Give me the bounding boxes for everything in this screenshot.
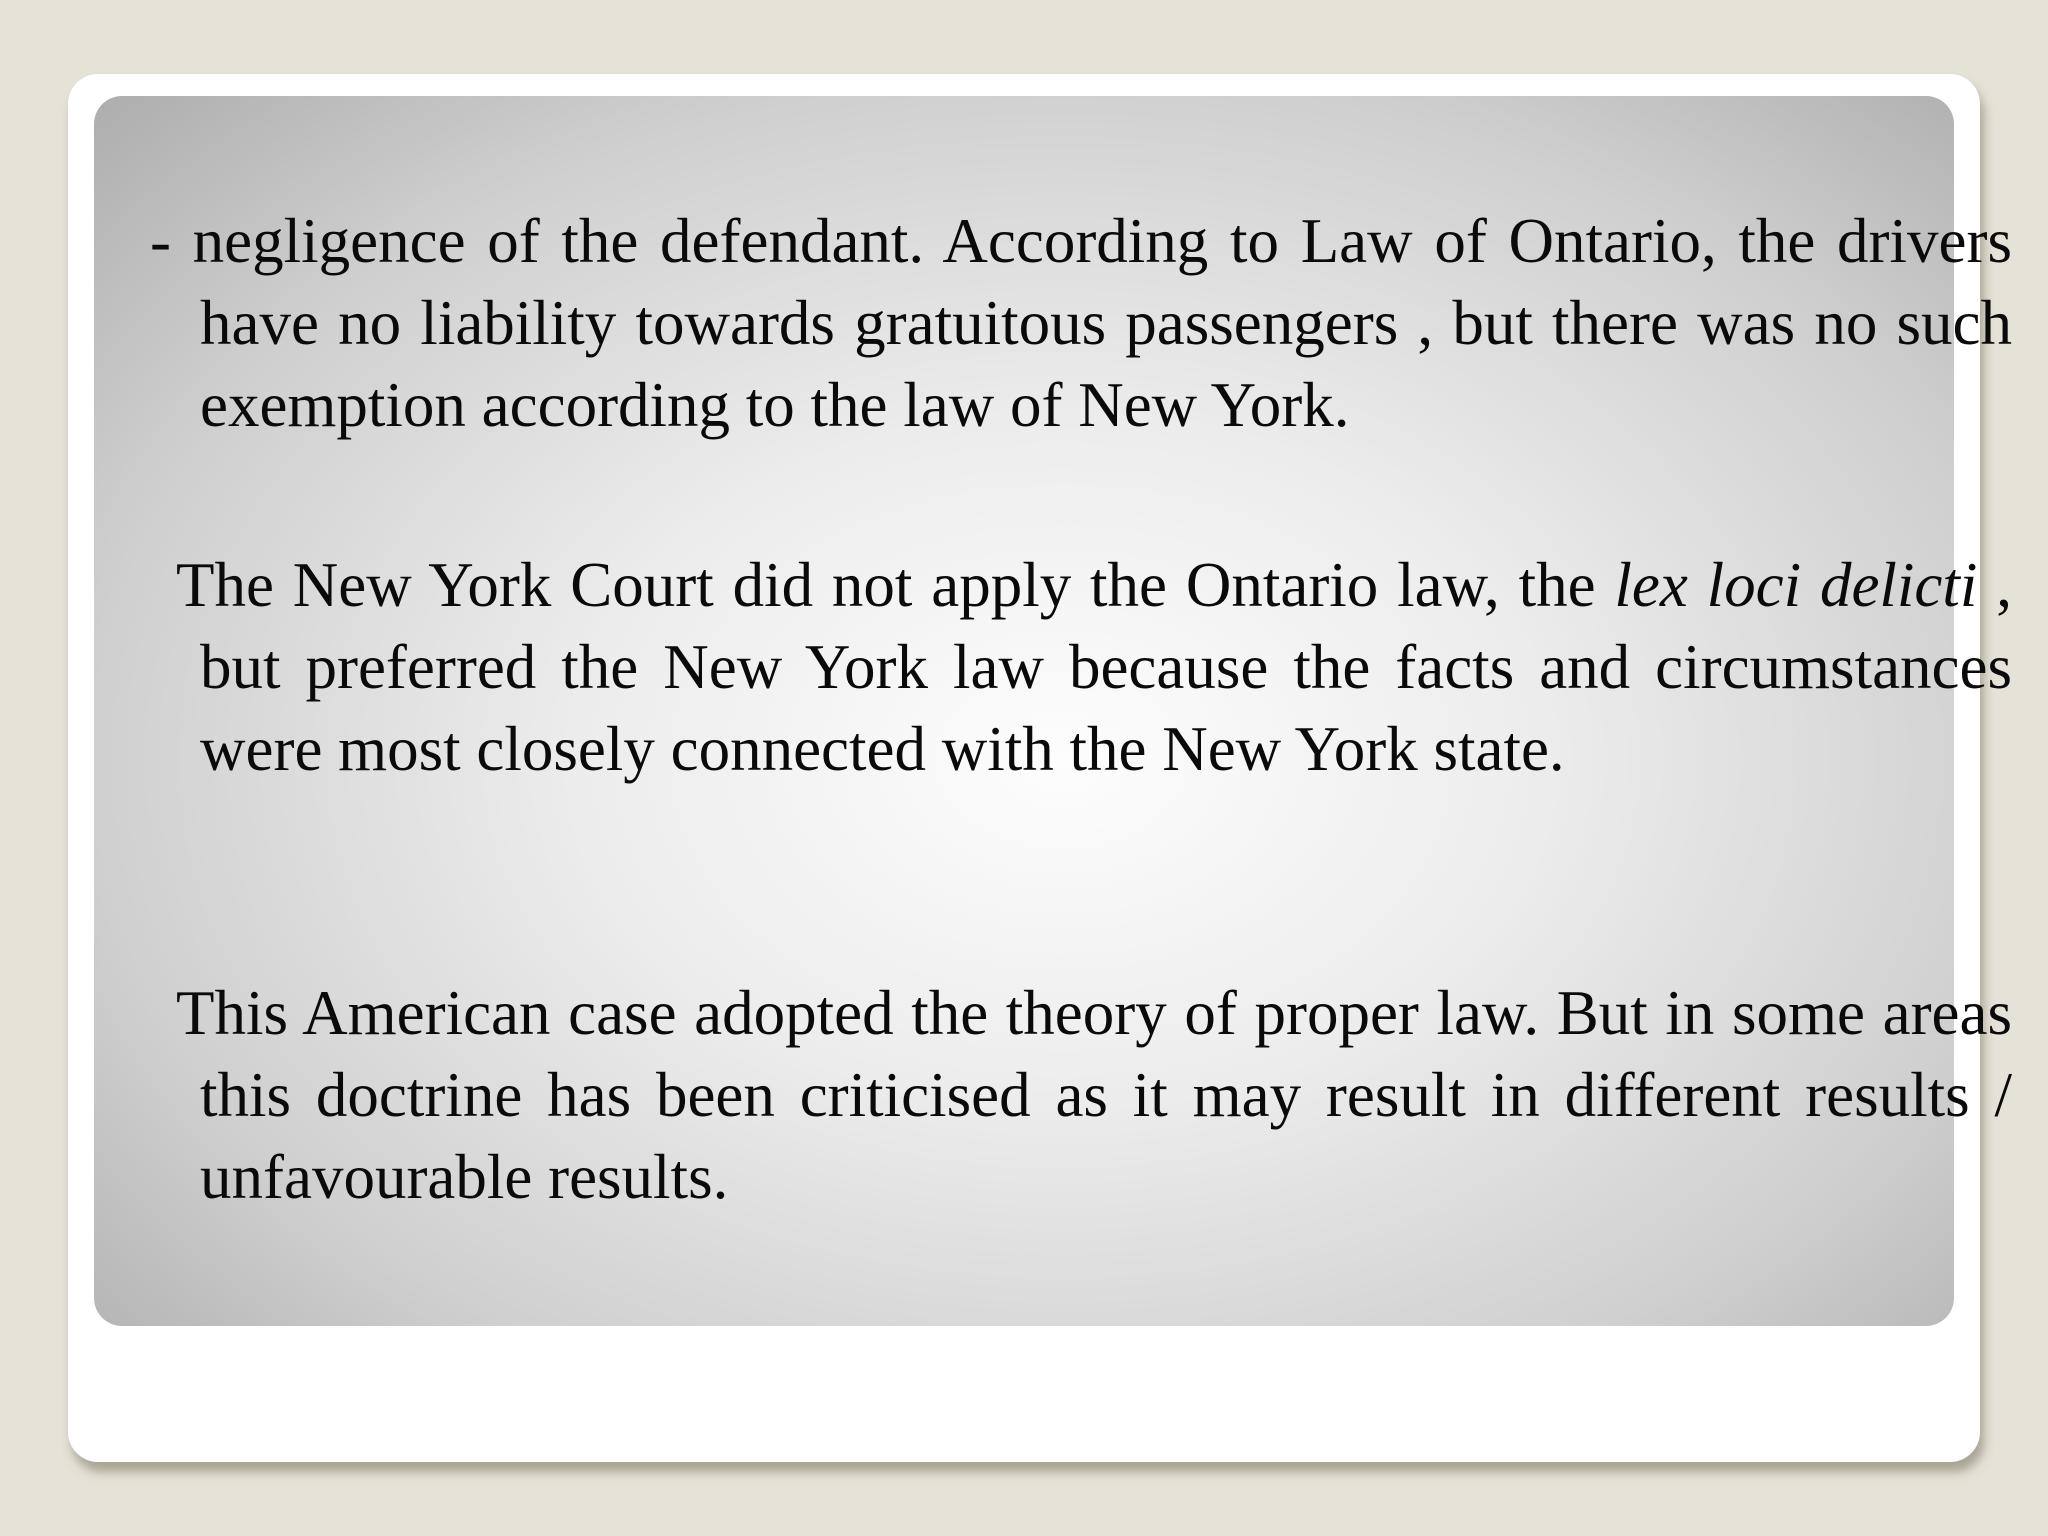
paragraph-negligence: - negligence of the defendant. According to Law of Ontario, the drivers have no liability towards gratuitous passengers , but there was no such exemption according to the law of New York.	[150, 206, 2012, 440]
paragraph-new-york-court-after: , but preferred the New York law because the facts and circumstances were most closely connected with the New York state.	[200, 550, 2012, 784]
slide-card	[68, 74, 2012, 1462]
lex-loci-delicti-term: lex loci delicti	[1614, 550, 1978, 620]
paragraph-new-york-court-before: The New York Court did not apply the Ontario law, the	[176, 550, 1615, 620]
paragraph-proper-law: This American case adopted the theory of proper law. But in some areas this doctrine has been criticised as it may result in different results / unfavourable results.	[176, 978, 2012, 1212]
content-panel	[94, 96, 2012, 1326]
paragraph-new-york-court	[150, 544, 2012, 790]
